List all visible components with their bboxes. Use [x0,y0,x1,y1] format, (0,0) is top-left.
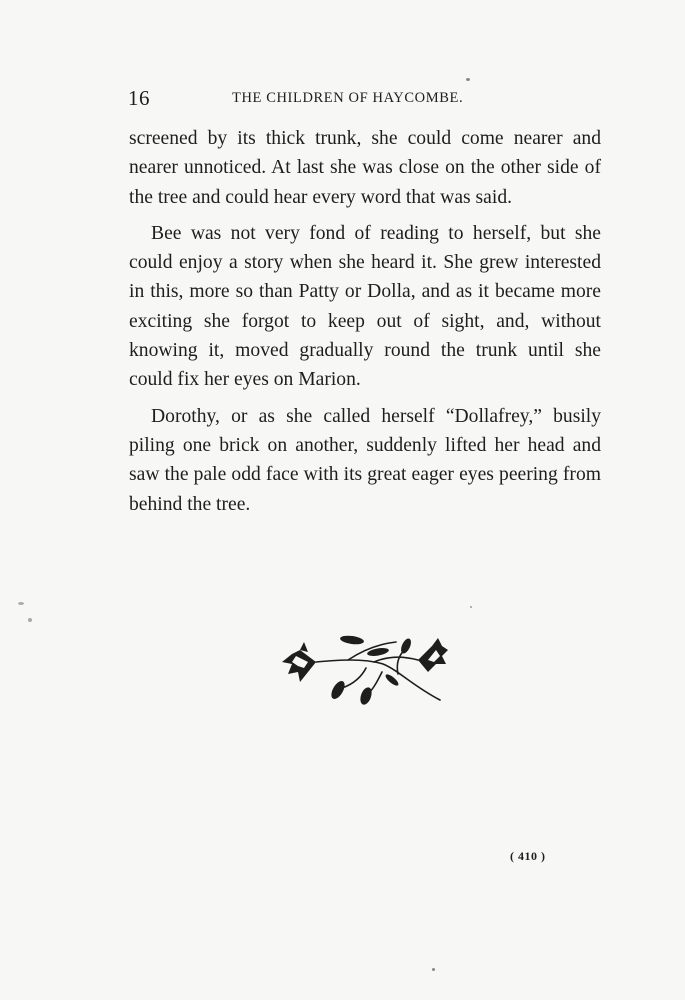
paper-speck [470,606,472,608]
running-head: THE CHILDREN OF HAYCOMBE. [232,90,464,106]
paper-speck [466,78,470,81]
page-number: 16 [128,86,150,110]
paper-speck [18,602,24,605]
body-text [129,124,601,526]
paragraph-1: screened by its thick trunk, she could come nearer and nearer unnoticed. At last she was close on the other side of the tree and could hear every word that was said. [129,128,601,208]
paragraph-2: Bee was not very fond of reading to herself, but she could enjoy a story when she heard it. She grew interested in this, more so than Patty or Dolla, and as it became more exciting she forgot to keep out of sight, and, without knowing it, moved gradually round the trunk until she could fix her eyes on Marion. [129,222,601,391]
floral-bellflower-spray-icon [278,634,450,706]
paper-speck [28,618,32,622]
signature-mark: ( 410 ) [510,849,546,863]
paragraph-3: Dorothy, or as she called herself “Dollafrey,” busily piling one brick on another, suddenly lifted her head and saw the pale odd face with its great eager eyes peering from behind the tree. [129,405,601,515]
paper-speck [432,968,435,971]
